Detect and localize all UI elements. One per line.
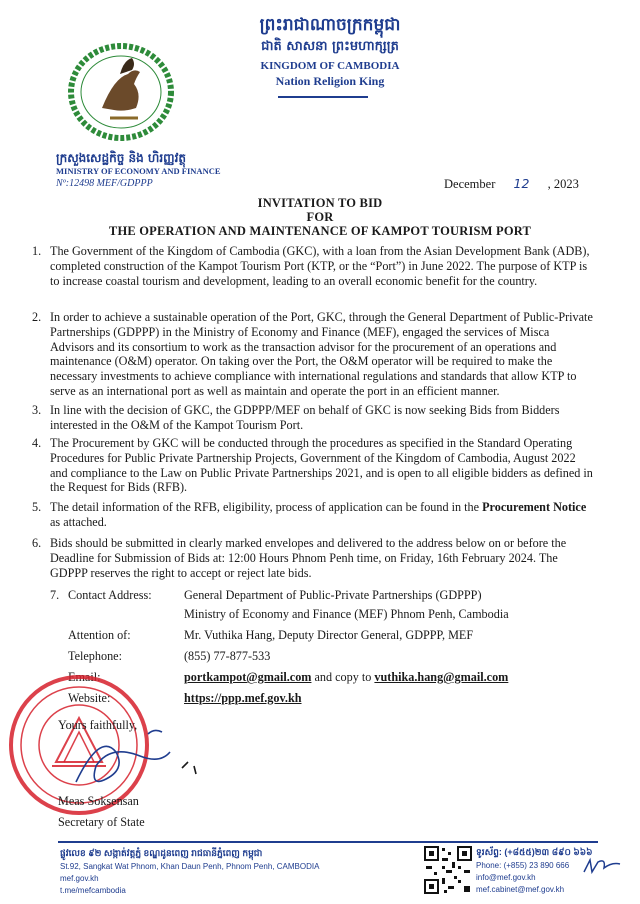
- motto: Nation Religion King: [275, 74, 385, 88]
- attention-label: Attention of:: [68, 628, 131, 642]
- ministry-name: MINISTRY OF ECONOMY AND FINANCE: [56, 166, 221, 176]
- title-project: THE OPERATION AND MAINTENANCE OF KAMPOT TOURISM PORT: [108, 224, 532, 238]
- website-link[interactable]: https://ppp.mef.gov.kh: [184, 691, 302, 705]
- signatory-position: Secretary of State: [58, 815, 145, 829]
- attention-value: Mr. Vuthika Hang, Deputy Director General, GDPPP, MEF: [184, 628, 474, 642]
- email-value: portkampot@gmail.com and copy to vuthika.hang@gmail.com: [184, 670, 509, 684]
- footer-email-info: info@mef.gov.kh: [476, 873, 536, 882]
- date-line: [444, 176, 579, 192]
- paragraph-3: 3. In line with the decision of GKC, the GDPPP/MEF on behalf of GKC is now seeking Bids from Bidders interested in the O&M of the Kampot Tourism Port.: [32, 403, 560, 432]
- contact-address-line1: General Department of Public-Private Partnerships (GDPPP): [184, 588, 482, 602]
- paragraph-4: 4. The Procurement by GKC will be conducted through the procedures as specified in the Standard Operating Procedures for Public Private Partnership Projects, Government of the Kingdom of Cambodia, August 2022 and compliance to the Law on Public Private Partnerships 2021, and is open to all eligible bidders as defined in the Request for Bids (RFB).: [32, 436, 593, 495]
- paragraph-6: 6. Bids should be submitted in clearly marked envelopes and delivered to the address below on or before the Deadline for Submission of Bids at: 12:00 Hours Phnom Penh time, on Friday, 16th February 2024. The GDPPP reserves the right to accept or reject late bids.: [32, 536, 567, 580]
- initial-scribble: [582, 854, 622, 878]
- khmer-motto: ជាតិ សាសនា ព្រះមហាក្សត្រ: [261, 39, 399, 54]
- telephone-label: Telephone:: [68, 649, 122, 663]
- ministry-khmer: ក្រសួងសេដ្ឋកិច្ច និង ហិរញ្ញវត្ថុ: [56, 151, 186, 165]
- signatory-name: Meas Soksensan: [58, 794, 139, 808]
- telephone-value: (855) 77-877-533: [184, 649, 271, 663]
- email-label: Email:: [68, 670, 101, 684]
- ministry-emblem-icon: [62, 38, 180, 146]
- contact-number: 7.: [50, 588, 60, 602]
- footer-email-cabinet: mef.cabinet@mef.gov.kh: [476, 885, 565, 894]
- footer-khmer-phone: ទូរស័ព្ទ: (+៨៥៥)២៣ ៨៩០ ៦៦៦: [476, 847, 593, 857]
- khmer-kingdom-title: ព្រះរាជាណាចក្រកម្ពុជា: [259, 15, 401, 35]
- date-year: , 2023: [547, 177, 579, 191]
- title-for: FOR: [306, 210, 334, 224]
- kingdom-title: KINGDOM OF CAMBODIA: [260, 60, 400, 72]
- paragraph-2: 2. In order to achieve a sustainable operation of the Port, GKC, through the General Department of Public-Private Partnerships (GDPPP) in the Ministry of Economy and Finance (MEF), engaged the services of Misca Advisors and its consortium to work as the transaction advisor for the procurement of an operations and maintenance (O&M) operator. On taking over the Port, the O&M operator will be required to make the necessary investments to achieve compliance with international regulations and standards that allow KTP to serve as an international port as well as maintain and operate the port in an efficient manner.: [32, 310, 593, 398]
- website-label: Website:: [68, 691, 111, 705]
- footer-phone: Phone: (+855) 23 890 666: [476, 861, 570, 870]
- title-invitation: INVITATION TO BID: [257, 196, 383, 210]
- motto-divider: [278, 96, 368, 98]
- email-copy-link[interactable]: vuthika.hang@gmail.com: [374, 670, 509, 684]
- footer-telegram: t.me/mefcambodia: [60, 886, 126, 895]
- date-month: December: [444, 177, 496, 191]
- contact-address-line2: Ministry of Economy and Finance (MEF) Phnom Penh, Cambodia: [184, 607, 509, 621]
- date-day: 12: [513, 176, 530, 191]
- qr-code-icon: [424, 846, 472, 894]
- footer-address: St.92, Sangkat Wat Phnom, Khan Daun Penh, Phnom Penh, CAMBODIA: [60, 862, 320, 871]
- footer-divider: [58, 841, 598, 843]
- procurement-notice: Procurement Notice: [482, 500, 587, 514]
- footer-site: mef.gov.kh: [60, 874, 99, 883]
- closing: Yours faithfully,: [58, 718, 138, 732]
- footer-khmer-address: ផ្លូវលេខ ៩២ សង្កាត់វត្តភ្នំ ខណ្ឌដូនពេញ រាជធានីភ្នំពេញ កម្ពុជា: [60, 848, 263, 858]
- paragraph-5: 5. The detail information of the RFB, eligibility, process of application can be found in the Procurement Notice as attached.: [32, 500, 587, 529]
- reference-number: Nº:12498 MEF/GDPPP: [56, 178, 153, 189]
- contact-address-label: Contact Address:: [68, 588, 152, 602]
- email-primary-link[interactable]: portkampot@gmail.com: [184, 670, 312, 684]
- paragraph-1: 1. The Government of the Kingdom of Cambodia (GKC), with a loan from the Asian Development Bank (ADB), completed construction of the Kampot Tourism Port (KTP, or the “Port”) in June 2022. The purpose of KTP is to increase coastal tourism and development, leading to an overall economic benefit for the country.: [32, 244, 590, 288]
- signature-scribble: [70, 722, 200, 794]
